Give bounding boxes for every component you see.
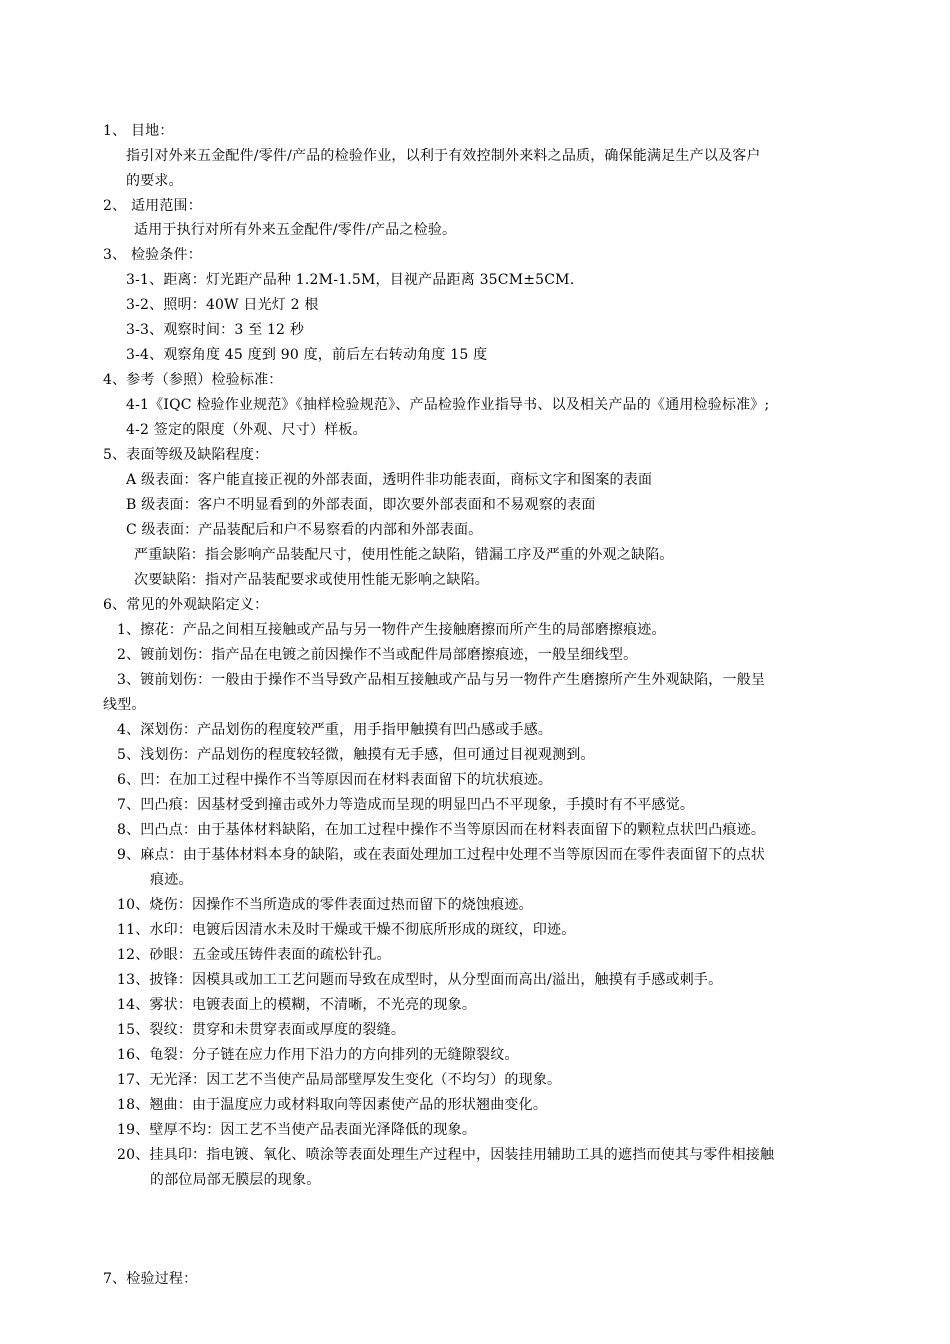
defect-item: 10、烧伤：因操作不当所造成的零件表面过热而留下的烧蚀痕迹。 [117, 897, 533, 913]
section-4-heading: 4、参考（参照）检验标准： [103, 372, 283, 388]
defect-item-continuation: 的部位局部无膜层的现象。 [150, 1172, 321, 1188]
defect-item: 13、披锋：因模具或加工工艺问题而导致在成型时，从分型面而高出/溢出，触摸有手感或刺手。 [117, 972, 723, 988]
section-3-heading: 3、 检验条件： [103, 247, 202, 263]
section-5-item: B 级表面：客户不明显看到的外部表面，即次要外部表面和不易观察的表面 [126, 497, 596, 513]
section-5-heading: 5、表面等级及缺陷程度： [103, 447, 269, 463]
defect-item: 17、无光泽：因工艺不当使产品局部壁厚发生变化（不均匀）的现象。 [117, 1072, 562, 1088]
defect-item: 3、镀前划伤：一般由于操作不当导致产品相互接触或产品与另一物件产生磨擦所产生外观缺陷，一般呈 [117, 672, 766, 688]
section-1-body-line-1: 指引对外来五金配件/零件/产品的检验作业，以利于有效控制外来料之品质，确保能满足生产以及客户 [126, 148, 761, 164]
defect-item: 12、砂眼：五金或压铸件表面的疏松针孔。 [117, 947, 391, 963]
section-2-body: 适用于执行对所有外来五金配件/零件/产品之检验。 [134, 222, 457, 238]
defect-item: 14、雾状：电镀表面上的模糊，不清晰，不光亮的现象。 [117, 997, 477, 1013]
section-5-item: 次要缺陷：指对产品装配要求或使用性能无影响之缺陷。 [134, 572, 489, 588]
defect-item: 5、浅划伤：产品划伤的程度较轻微，触摸有无手感，但可通过目视观测到。 [117, 747, 595, 763]
defect-item: 1、擦花：产品之间相互接触或产品与另一物件产生接触磨擦而所产生的局部磨擦痕迹。 [117, 622, 666, 638]
section-4-item: 4-1《IQC 检验作业规范》《抽样检验规范》、产品检验作业指导书、以及相关产品的《通用检验标准》; [126, 397, 770, 413]
section-5-item: C 级表面：产品装配后和户不易察看的内部和外部表面。 [126, 522, 483, 538]
defect-item: 7、凹凸痕：因基材受到撞击或外力等造成而呈现的明显凹凸不平现象，手摸时有不平感觉。 [117, 797, 695, 813]
defect-item: 18、翘曲：由于温度应力或材料取向等因素使产品的形状翘曲变化。 [117, 1097, 548, 1113]
defect-item-continuation: 痕迹。 [150, 872, 193, 888]
defect-item: 4、深划伤：产品划伤的程度较严重，用手指甲触摸有凹凸感或手感。 [117, 722, 553, 738]
section-1-body-line-2: 的要求。 [126, 173, 183, 189]
defect-item: 19、壁厚不均：因工艺不当使产品表面光泽降低的现象。 [117, 1122, 477, 1138]
section-7-heading: 7、检验过程： [103, 1271, 198, 1287]
defect-item: 6、凹：在加工过程中操作不当等原因而在材料表面留下的坑状痕迹。 [117, 772, 553, 788]
defect-item: 16、龟裂：分子链在应力作用下沿力的方向排列的无缝隙裂纹。 [117, 1047, 519, 1063]
defect-item: 11、水印：电镀后因清水未及时干燥或干燥不彻底所形成的斑纹，印迹。 [117, 922, 576, 938]
section-5-item: 严重缺陷：指会影响产品装配尺寸，使用性能之缺陷，错漏工序及严重的外观之缺陷。 [134, 547, 674, 563]
defect-item: 2、镀前划伤：指产品在电镀之前因操作不当或配件局部磨擦痕迹，一般呈细线型。 [117, 647, 638, 663]
section-5-item: A 级表面：客户能直接正视的外部表面，透明件非功能表面，商标文字和图案的表面 [126, 472, 653, 488]
section-3-item: 3-2、照明：40W 日光灯 2 根 [126, 297, 319, 313]
section-6-heading: 6、常见的外观缺陷定义： [103, 597, 269, 613]
section-3-item: 3-4、观察角度 45 度到 90 度，前后左右转动角度 15 度 [126, 347, 488, 363]
defect-item: 20、挂具印：指电镀、氧化、喷涂等表面处理生产过程中，因装挂用辅助工具的遮挡而使其与零件相接触 [117, 1147, 775, 1163]
defect-item-continuation: 线型。 [103, 697, 146, 713]
defect-item: 9、麻点：由于基体材料本身的缺陷，或在表面处理加工过程中处理不当等原因而在零件表面留下的点状 [117, 847, 766, 863]
defect-item: 15、裂纹：贯穿和未贯穿表面或厚度的裂缝。 [117, 1022, 406, 1038]
defect-item: 8、凹凸点：由于基体材料缺陷，在加工过程中操作不当等原因而在材料表面留下的颗粒点状凹凸痕迹。 [117, 822, 766, 838]
section-4-item: 4-2 签定的限度（外观、尺寸）样板。 [126, 422, 367, 438]
section-2-heading: 2、 适用范围： [103, 198, 202, 214]
section-3-item: 3-1、距离：灯光距产品种 1.2M-1.5M，目视产品距离 35CM±5CM. [126, 272, 575, 288]
section-1-heading: 1、 目地： [103, 123, 174, 139]
section-3-item: 3-3、观察时间：3 至 12 秒 [126, 322, 305, 338]
